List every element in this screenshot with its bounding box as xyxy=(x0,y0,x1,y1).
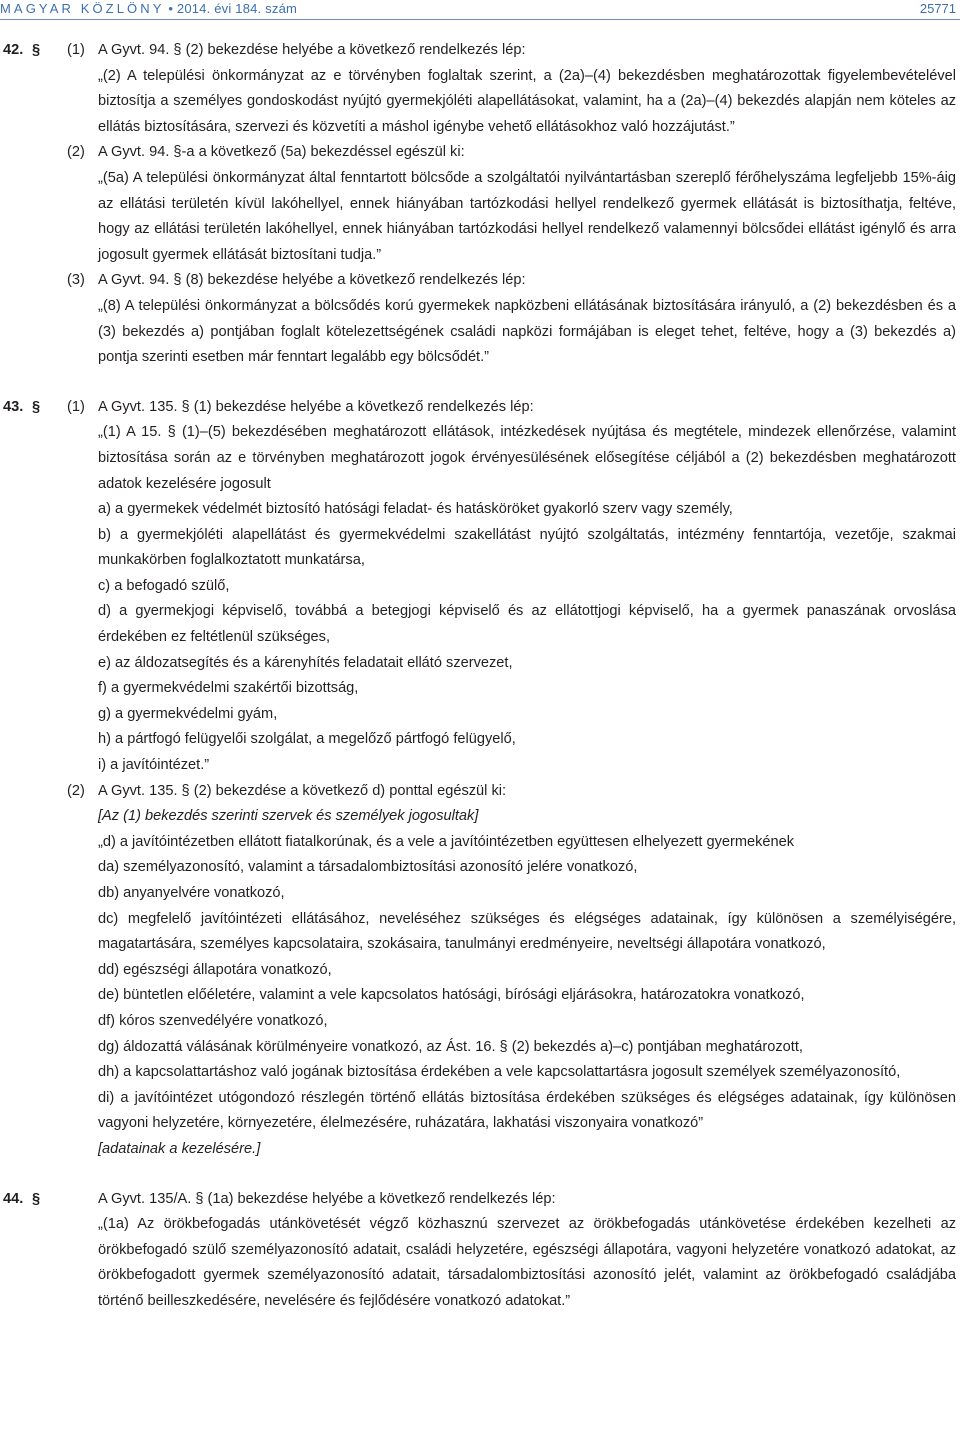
list-item: e) az áldozatsegítés és a kárenyhítés feladatait ellátó szervezet, xyxy=(98,654,513,671)
list-item: h) a pártfogó felügyelői szolgálat, a megelőző pártfogó felügyelő, xyxy=(98,731,516,748)
quoted-provision: „(8) A települési önkormányzat a bölcsődés korú gyermekek napközbeni ellátásának biztosítására irányuló, a (2) bekezdésben és a (3) bekezdés a) pontjában foglalt kötelezettségének családi napközi formájában is eleget tehet, feltéve, hogy a (3) bekezdés a) pontja szerinti esetben már fenntart legalább egy bölcsődét.” xyxy=(98,297,956,366)
paragraph-intro xyxy=(0,779,960,805)
context-note-text: [Az (1) bekezdés szerinti szervek és személyek jogosultak] xyxy=(98,808,479,825)
document-body xyxy=(0,38,960,1315)
list-item: c) a befogadó szülő, xyxy=(98,577,230,594)
page-number: 25771 xyxy=(919,1,956,16)
context-note-text: [adatainak a kezelésére.] xyxy=(98,1140,261,1157)
section-symbol: § xyxy=(32,1190,41,1207)
paragraph-intro-text: A Gyvt. 94. §-a a következő (5a) bekezdéssel egészül ki: xyxy=(98,144,465,161)
list-item: di) a javítóintézet utógondozó részlegén történő ellátás biztosítása érdekében szükséges és elégséges adatainak, így különösen vagyoni helyzetére, környezetére, élelmezésére, ruházatára, lakhatási viszonyaira vonatkozó” xyxy=(98,1089,956,1132)
section-number: 44. xyxy=(3,1190,24,1207)
section-44 xyxy=(0,1187,960,1315)
list-item: b) a gyermekjóléti alapellátást és gyermekvédelmi szakellátást nyújtó szolgáltatás, intézmény fenntartója, vezetője, szakmai munkakörben foglalkoztatott munkatársa, xyxy=(98,526,956,569)
paragraph-intro xyxy=(0,140,960,166)
paragraph-intro-text: A Gyvt. 94. § (8) bekezdése helyébe a következő rendelkezés lép: xyxy=(98,272,526,289)
paragraph-intro-text: A Gyvt. 135. § (1) bekezdése helyébe a következő rendelkezés lép: xyxy=(98,398,534,415)
paragraph-id: (2) xyxy=(67,144,85,161)
section-symbol: § xyxy=(32,42,41,58)
paragraph-intro xyxy=(0,395,960,421)
list-item: da) személyazonosító, valamint a társadalombiztosítási azonosító jelére vonatkozó, xyxy=(98,859,638,876)
section-42 xyxy=(0,38,960,371)
list-item: de) büntetlen előéletére, valamint a vele kapcsolatos hatósági, bírósági eljárásokra, határozatokra vonatkozó, xyxy=(98,987,805,1004)
quoted-provision: „(1a) Az örökbefogadás utánkövetését végző közhasznú szervezet az örökbefogadás utánkövetése érdekében kezelheti az örökbefogadó szülő személyazonosító adatait, családi helyzetére, egészségi állapotára, vagyoni helyzetére vonatkozó adatokat, az örökbefogadott gyermek személyazonosító adatait, társadalombiztosítási azonosító jelét, valamint az örökbefogadó családjába történő beilleszkedésére, nevelésére és fejlődésére vonatkozó adatokat.” xyxy=(98,1216,956,1309)
list-item: f) a gyermekvédelmi szakértői bizottság, xyxy=(98,680,359,697)
context-note xyxy=(0,804,960,830)
paragraph-intro-text: A Gyvt. 135. § (2) bekezdése a következő d) ponttal egészül ki: xyxy=(98,782,507,799)
list-item: dc) megfelelő javítóintézeti ellátásához, neveléséhez szükséges és elégséges adatainak, így különösen a személyiségére, magatartására, személyes kapcsolataira, szokásaira, tanulmányi eredményeire, neveltségi állapotára vonatkozó, xyxy=(98,910,956,953)
section-spacer xyxy=(0,371,960,395)
list-item: db) anyanyelvére vonatkozó, xyxy=(98,885,285,901)
quoted-provision: „d) a javítóintézetben ellátott fiatalkorúnak, és a vele a javítóintézetben együttesen elhelyezett gyermekének xyxy=(98,833,795,850)
paragraph-intro: A Gyvt. 135/A. § (1a) bekezdése helyébe a következő rendelkezés lép: xyxy=(98,1190,556,1207)
page-header xyxy=(0,0,960,22)
list-item: dg) áldozattá válásának körülményeire vonatkozó, az Ást. 16. § (2) bekezdés a)–c) pontjában meghatározott, xyxy=(98,1038,803,1055)
paragraph-id: (1) xyxy=(67,398,85,415)
paragraph-intro xyxy=(0,268,960,294)
paragraph-id: (2) xyxy=(67,782,85,799)
list-item: i) a javítóintézet.” xyxy=(98,757,210,774)
section-spacer xyxy=(0,1163,960,1187)
context-note xyxy=(0,1137,960,1163)
list-item: df) kóros szenvedélyére vonatkozó, xyxy=(98,1012,328,1029)
header-divider xyxy=(0,19,960,20)
paragraph-intro xyxy=(0,38,960,64)
paragraph-id: (1) xyxy=(67,42,85,58)
list-item: g) a gyermekvédelmi gyám, xyxy=(98,705,278,722)
section-number: 42. xyxy=(3,42,24,58)
journal-name: MAGYAR KÖZLÖNY xyxy=(0,1,165,16)
quoted-provision: „(1) A 15. § (1)–(5) bekezdésében meghatározott ellátások, intézkedések nyújtása és megtétele, mindezek ellenőrzése, valamint biztosítása során az e törvényben meghatározott jogok érvényesülésének elősegítése céljából a (2) bekezdésben meghatározott adatok kezelésére jogosult xyxy=(98,424,956,492)
list-item: dh) a kapcsolattartáshoz való jogának biztosítása érdekében a vele kapcsolattartásra jogosult személyek személyazonosító, xyxy=(98,1064,901,1081)
journal-title xyxy=(0,1,297,16)
list-item: d) a gyermekjogi képviselő, továbbá a betegjogi képviselő és az ellátottjogi képviselő, ha a gyermek panaszának orvoslása érdekében ez feltétlenül szükséges, xyxy=(98,603,956,646)
section-number: 43. xyxy=(3,398,24,415)
list-item: a) a gyermekek védelmét biztosító hatósági feladat- és hatásköröket gyakorló szerv vagy személy, xyxy=(98,501,733,518)
issue-number: • 2014. évi 184. szám xyxy=(168,1,298,16)
list-item: dd) egészségi állapotára vonatkozó, xyxy=(98,961,332,978)
quoted-provision: „(2) A települési önkormányzat az e törvényben foglaltak szerint, a (2a)–(4) bekezdésben meghatározottak figyelembevételével biztosítja a személyes gondoskodást nyújtó gyermekjóléti alapellátásokat, valamint, ha a (2a)–(4) bekezdés alapján nem köteles az ellátás biztosítására, szervezi és közvetíti a máshol igénybe vehető ellátásokhoz való hozzájutást.” xyxy=(98,67,956,135)
paragraph-id: (3) xyxy=(67,272,85,289)
section-symbol: § xyxy=(32,398,41,415)
paragraph-intro-text: A Gyvt. 94. § (2) bekezdése helyébe a következő rendelkezés lép: xyxy=(98,42,526,58)
section-43 xyxy=(0,395,960,1163)
quoted-provision: „(5a) A települési önkormányzat által fenntartott bölcsőde a szolgáltatói nyilvántartásban szereplő férőhelyszáma legfeljebb 15%-áig az ellátási területén kívül lakóhellyel, ennek hiányában tartózkodási hellyel rendelkező gyermek ellátását is biztosíthatja, feltéve, hogy az ellátási területén lakóhellyel, ennek hiányában tartózkodási hellyel rendelkező valamennyi bölcsődei ellátást igénylő és arra jogosult gyermek ellátását biztosítani tudja.” xyxy=(98,169,956,263)
